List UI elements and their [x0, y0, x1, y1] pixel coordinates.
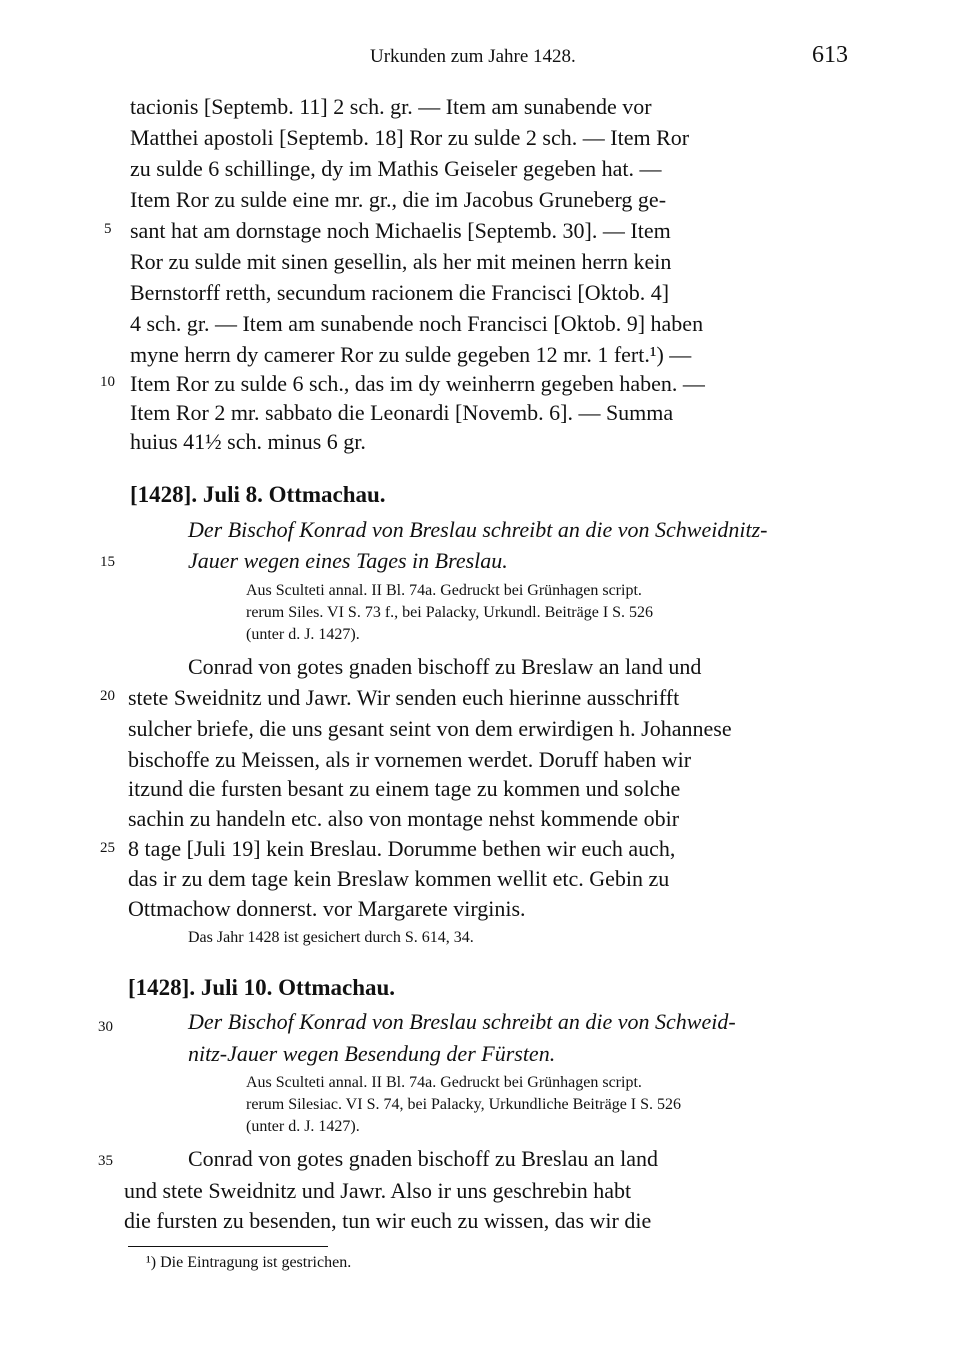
document-summary: Der Bischof Konrad von Breslau schreibt an die von Schweidnitz-	[188, 517, 768, 542]
source-line: rerum Siles. VI S. 73 f., bei Palacky, Urkundl. Beiträge I S. 526	[246, 604, 654, 621]
text-line: Conrad von gotes gnaden bischoff zu Breslau an land	[188, 1146, 659, 1171]
text-line: Item Ror 2 mr. sabbato die Leonardi [Novemb. 6]. — Summa	[130, 400, 674, 425]
text-line: sulcher briefe, die uns gesant seint von dem erwirdigen h. Johannese	[128, 716, 732, 741]
source-line: Aus Sculteti annal. II Bl. 74a. Gedruckt bei Grünhagen script.	[246, 582, 642, 599]
text-line: Ror zu sulde mit sinen gesellin, als her mit meinen herrn kein	[130, 249, 672, 274]
text-line: und stete Sweidnitz und Jawr. Also ir uns geschrebin habt	[124, 1178, 632, 1203]
document-summary: Der Bischof Konrad von Breslau schreibt an die von Schweid-	[188, 1009, 736, 1034]
text-line: Conrad von gotes gnaden bischoff zu Breslaw an land und	[188, 654, 702, 679]
text-line: bischoffe zu Meissen, als ir vornemen werdet. Doruff haben wir	[128, 747, 692, 772]
text-line: zu sulde 6 schillinge, dy im Mathis Geiseler gegeben hat. —	[130, 156, 662, 181]
document-summary: Jauer wegen eines Tages in Breslau.	[188, 548, 508, 573]
source-line: (unter d. J. 1427).	[246, 626, 360, 643]
document-heading: [1428]. Juli 10. Ottmachau.	[128, 975, 396, 1000]
text-line: huius 41½ sch. minus 6 gr.	[130, 429, 366, 454]
line-number: 35	[98, 1153, 113, 1169]
editorial-note: Das Jahr 1428 ist gesichert durch S. 614, 34.	[188, 929, 474, 946]
line-number: 30	[98, 1019, 113, 1035]
line-number: 20	[100, 688, 115, 704]
text-line: sant hat am dornstage noch Michaelis [Septemb. 30]. — Item	[130, 218, 671, 243]
text-line: 8 tage [Juli 19] kein Breslau. Dorumme bethen wir euch auch,	[128, 836, 676, 861]
page-number: 613	[812, 42, 848, 68]
line-number: 10	[100, 374, 115, 390]
text-line: Matthei apostoli [Septemb. 18] Ror zu sulde 2 sch. — Item Ror	[130, 125, 690, 150]
text-line: 4 sch. gr. — Item am sunabende noch Francisci [Oktob. 9] haben	[130, 311, 704, 336]
text-line: Item Ror zu sulde 6 sch., das im dy weinherrn gegeben haben. —	[130, 371, 705, 396]
document-summary: nitz-Jauer wegen Besendung der Fürsten.	[188, 1041, 556, 1066]
line-number: 25	[100, 840, 115, 856]
footnote-rule	[128, 1246, 328, 1247]
text-line: Bernstorff retth, secundum racionem die Francisci [Oktob. 4]	[130, 280, 670, 305]
document-heading: [1428]. Juli 8. Ottmachau.	[130, 482, 386, 507]
running-head: Urkunden zum Jahre 1428.	[370, 46, 576, 67]
text-line: stete Sweidnitz und Jawr. Wir senden euch hierinne ausschrifft	[128, 685, 680, 710]
text-line: Item Ror zu sulde eine mr. gr., die im Jacobus Gruneberg ge-	[130, 187, 667, 212]
source-line: Aus Sculteti annal. II Bl. 74a. Gedruckt bei Grünhagen script.	[246, 1074, 642, 1091]
text-line: die fursten zu besenden, tun wir euch zu wissen, das wir die	[124, 1208, 652, 1233]
line-number: 5	[104, 221, 112, 237]
text-line: das ir zu dem tage kein Breslaw kommen wellit etc. Gebin zu	[128, 866, 670, 891]
page-header	[0, 42, 960, 76]
text-line: sachin zu handeln etc. also von montage nehst kommende obir	[128, 806, 680, 831]
text-line: tacionis [Septemb. 11] 2 sch. gr. — Item am sunabende vor	[130, 94, 652, 119]
text-line: Ottmachow donnerst. vor Margarete virginis.	[128, 896, 526, 921]
text-line: myne herrn dy camerer Ror zu sulde gegeben 12 mr. 1 fert.¹) —	[130, 342, 692, 367]
footnote: ¹) Die Eintragung ist gestrichen.	[146, 1254, 352, 1271]
text-line: itzund die fursten besant zu einem tage zu kommen und solche	[128, 776, 681, 801]
line-number: 15	[100, 554, 115, 570]
source-line: rerum Silesiac. VI S. 74, bei Palacky, Urkundliche Beiträge I S. 526	[246, 1096, 682, 1113]
source-line: (unter d. J. 1427).	[246, 1118, 360, 1135]
